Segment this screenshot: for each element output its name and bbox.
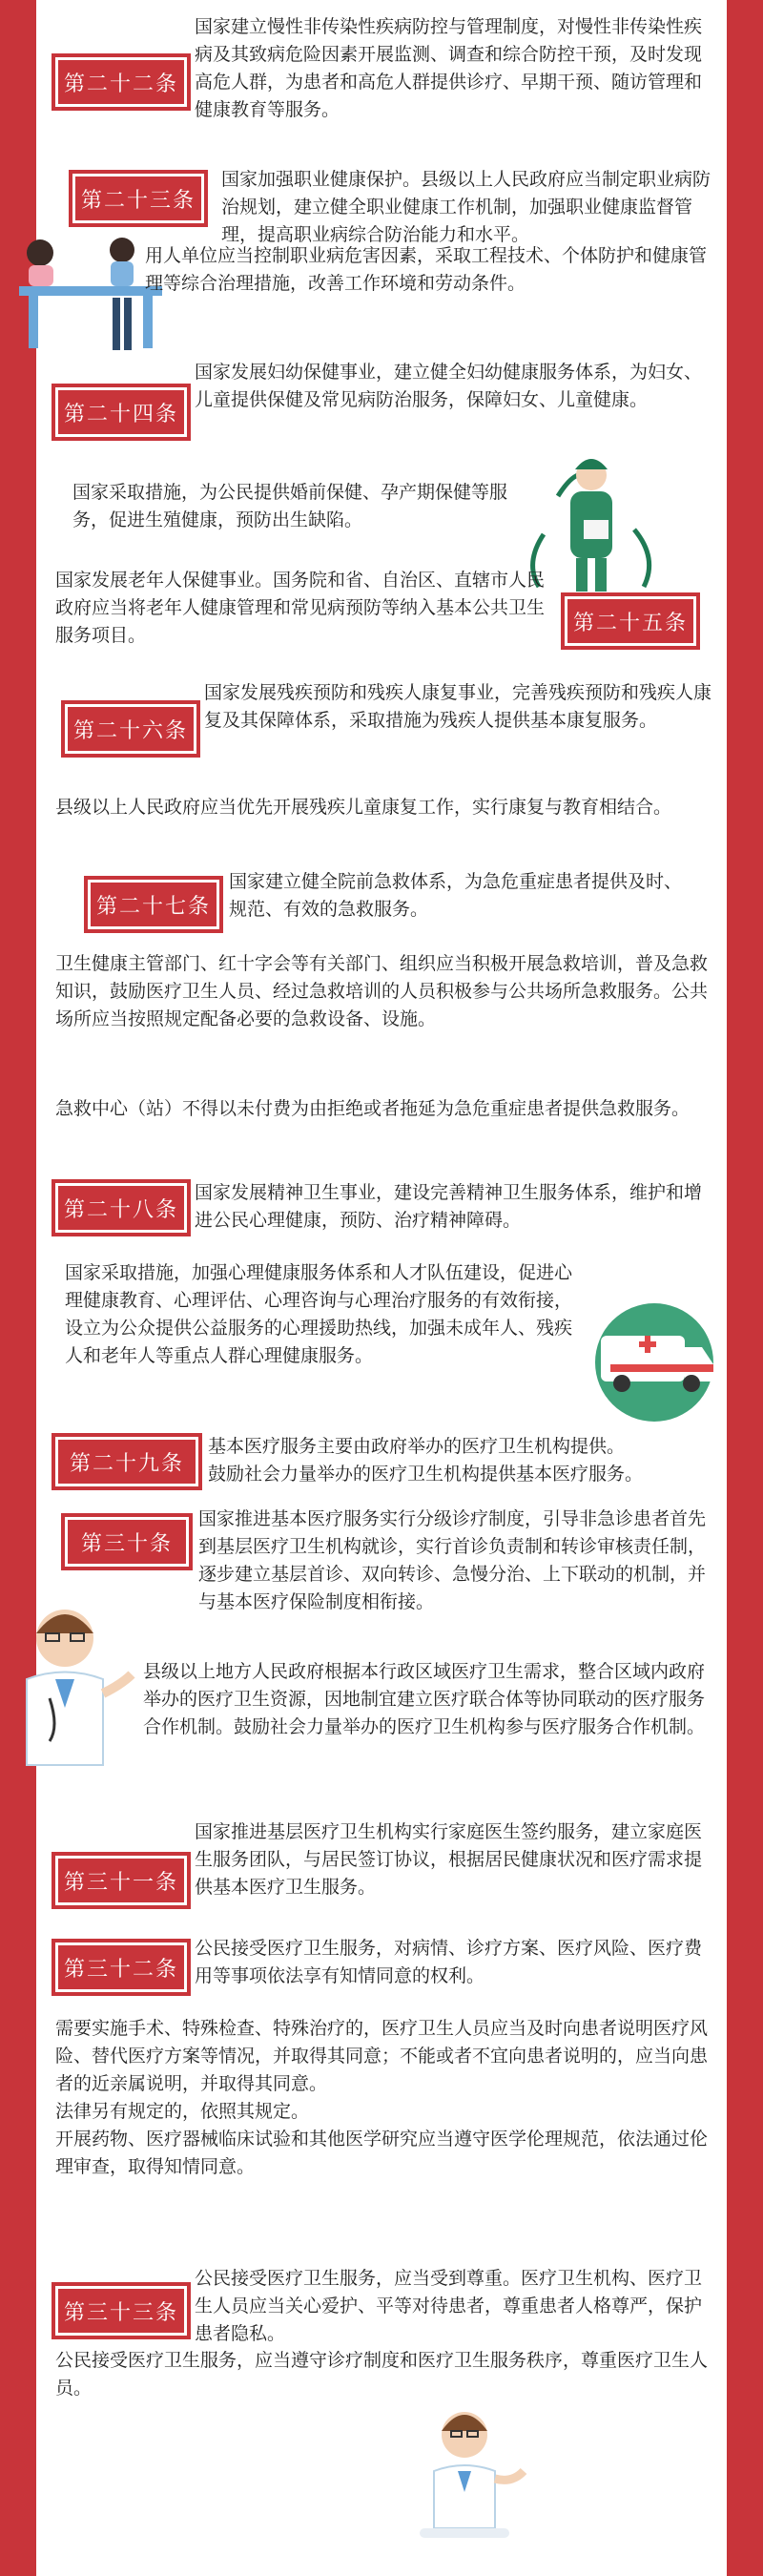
article-badge: 第二十七条 [88, 880, 219, 929]
article-badge: 第三十三条 [55, 2286, 187, 2336]
article-badge: 第三十一条 [55, 1856, 187, 1905]
article-text: 国家发展精神卫生事业，建设完善精神卫生服务体系，维护和增进公民心理健康，预防、治疗精神障碍。 [195, 1182, 703, 1231]
article-badge: 第三十条 [65, 1517, 189, 1567]
article-badge: 第二十九条 [55, 1437, 198, 1486]
article-badge: 第二十六条 [65, 704, 196, 754]
article-badge: 第二十四条 [55, 387, 187, 437]
article-text: 国家发展妇幼保健事业，建立健全妇幼健康服务体系，为妇女、儿童提供保健及常见病防治服务，保障妇女、儿童健康。 [195, 362, 703, 410]
article-text: 国家采取措施，为公民提供婚前保健、孕产期保健等服务，促进生殖健康，预防出生缺陷。 [72, 482, 508, 530]
article-text: 公民接受医疗卫生服务，对病情、诊疗方案、医疗风险、医疗费用等事项依法享有知情同意的权利。 [195, 1938, 703, 1986]
article-text: 用人单位应当控制职业病危害因素，采取工程技术、个体防护和健康管理等综合治理措施，改善工作环境和劳动条件。 [145, 245, 708, 294]
article-text: 法律另有规定的，依照其规定。 [55, 2101, 310, 2122]
article-badge: 第二十三条 [72, 174, 204, 223]
article-text: 卫生健康主管部门、红十字会等有关部门、组织应当积极开展急救培训，普及急救知识，鼓励医疗卫生人员、经过急救培训的人员积极参与公共场所急救服务。公共场所应当按照规定配备必要的急救设备、设施。 [55, 953, 709, 1029]
article-text: 国家推进基本医疗服务实行分级诊疗制度，引导非急诊患者首先到基层医疗卫生机构就诊，实行首诊负责制和转诊审核责任制，逐步建立基层首诊、双向转诊、急慢分治、上下联动的机制，并与基本医疗保险制度相衔接。 [198, 1508, 707, 1612]
article-text: 县级以上人民政府应当优先开展残疾儿童康复工作，实行康复与教育相结合。 [55, 797, 672, 818]
article-badge: 第二十五条 [565, 596, 696, 646]
article-text: 公民接受医疗卫生服务，应当受到尊重。医疗卫生机构、医疗卫生人员应当关心爱护、平等对待患者，尊重患者人格尊严，保护患者隐私。 [195, 2268, 703, 2344]
article-text: 县级以上地方人民政府根据本行政区域医疗卫生需求，整合区域内政府举办的医疗卫生资源，因地制宜建立医疗联合体等协同联动的医疗服务合作机制。鼓励社会力量举办的医疗卫生机构参与医疗服务合作机制。 [143, 1661, 706, 1737]
article-text: 基本医疗服务主要由政府举办的医疗卫生机构提供。 [208, 1436, 626, 1457]
article-text: 需要实施手术、特殊检查、特殊治疗的，医疗卫生人员应当及时向患者说明医疗风险、替代医疗方案等情况，并取得其同意；不能或者不宜向患者说明的，应当向患者的近亲属说明，并取得其同意。 [55, 2018, 709, 2094]
consultation-icon [19, 238, 162, 350]
article-badge: 第二十八条 [55, 1183, 187, 1233]
article-text: 国家发展残疾预防和残疾人康复事业，完善残疾预防和残疾人康复及其保障体系，采取措施为残疾人提供基本康复服务。 [204, 682, 712, 731]
article-badge: 第三十二条 [55, 1942, 187, 1992]
article-text: 鼓励社会力量举办的医疗卫生机构提供基本医疗服务。 [208, 1464, 644, 1485]
article-text: 国家采取措施，加强心理健康服务体系和人才队伍建设，促进心理健康教育、心理评估、心理咨询与心理治疗服务的有效衔接，设立为公众提供公益服务的心理援助热线，加强未成年人、残疾人和老年人等重点人群心理健康服务。 [65, 1262, 573, 1366]
article-text: 公民接受医疗卫生服务，应当遵守诊疗制度和医疗卫生服务秩序，尊重医疗卫生人员。 [55, 2350, 709, 2399]
article-text: 国家建立健全院前急救体系，为急危重症患者提供及时、规范、有效的急救服务。 [229, 871, 683, 920]
article-text: 国家建立慢性非传染性疾病防控与管理制度，对慢性非传染性疾病及其致病危险因素开展监测、调查和综合防控干预，及时发现高危人群，为患者和高危人群提供诊疗、早期干预、随访管理和健康教育等服务。 [195, 16, 703, 120]
article-badge: 第二十二条 [55, 57, 187, 107]
doctor-small-icon [420, 2412, 524, 2538]
ambulance-icon [595, 1303, 713, 1422]
article-text: 国家发展老年人保健事业。国务院和省、自治区、直辖市人民政府应当将老年人健康管理和常见病预防等纳入基本公共卫生服务项目。 [55, 570, 546, 646]
article-text: 国家加强职业健康保护。县级以上人民政府应当制定职业病防治规划，建立健全职业健康工作机制，加强职业健康监督管理，提高职业病综合防治能力和水平。 [221, 169, 711, 245]
article-text: 急救中心（站）不得以未付费为由拒绝或者拖延为急危重症患者提供急救服务。 [55, 1098, 691, 1119]
doctor-icon [27, 1610, 132, 1765]
article-text: 国家推进基层医疗卫生机构实行家庭医生签约服务，建立家庭医生服务团队，与居民签订协议，根据居民健康状况和医疗需求提供基本医疗卫生服务。 [195, 1821, 703, 1898]
article-text: 开展药物、医疗器械临床试验和其他医学研究应当遵守医学伦理规范，依法通过伦理审查，取得知情同意。 [55, 2129, 709, 2177]
